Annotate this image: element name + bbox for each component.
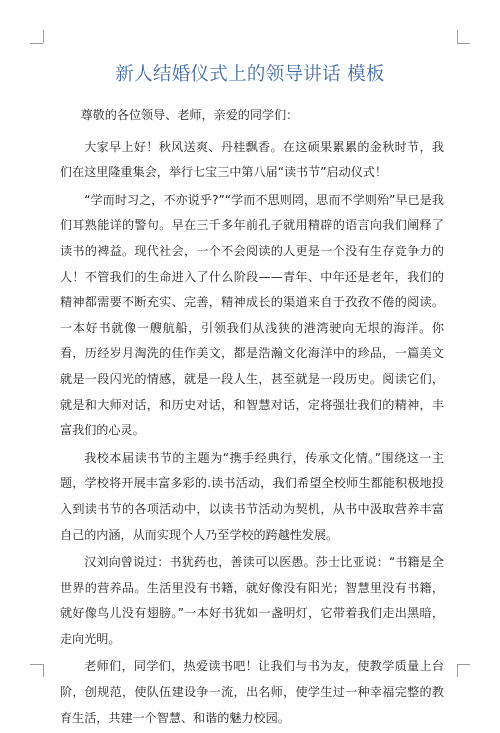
crop-mark-bottom-left-v xyxy=(43,664,44,677)
paragraph-closing: 老师们，同学们，热爱读书吧！让我们与书为友，使教学质量上台阶，创规范，使队伍建设争一流，出名师，使学生过一种幸福完整的教育生活，共建一个智慧、和谐的魅力校园。 xyxy=(60,659,444,725)
crop-mark-top-right-h xyxy=(457,43,470,44)
crop-mark-bottom-right-v xyxy=(457,664,458,677)
paragraph-opening: 大家早上好！秋风送爽、丹桂飘香。在这硕果累累的金秋时节，我们在这里隆重集会，举行七宝三中第八届“读书节”启动仪式！ xyxy=(60,139,444,180)
crop-mark-top-right-v xyxy=(457,30,458,43)
paragraph-festival-theme: 我校本届读书节的主题为“携手经典行，传承文化情。”围绕这一主题，学校将开展丰富多彩的.读书活动，我们希望全校师生都能积极地投入到读书节的各项活动中，以读书节活动为契机，从书中汲取营养丰富自己的内涵，从而实现个人乃至学校的跨越性发展。 xyxy=(60,450,444,542)
document-body xyxy=(60,103,444,733)
crop-mark-top-left-v xyxy=(43,30,44,43)
crop-mark-bottom-left-h xyxy=(30,664,43,665)
crop-mark-bottom-right-h xyxy=(457,664,470,665)
greeting-line: 尊敬的各位领导、老师，亲爱的同学们： xyxy=(80,108,299,122)
crop-mark-top-left-h xyxy=(30,43,43,44)
paragraph-reading-value: “学而时习之，不亦说乎?”“学而不思则罔，思而不学则殆”早已是我们耳熟能详的警句。早在三千多年前孔子就用精辟的语言向我们阐释了读书的裨益。现代社会，一个不会阅读的人更是一个没有生存竞争力的人！不管我们的生命进入了什么阶段——青年、中年还是老年，我们的精神都需要不断充实、完善，精神成长的渠道来自于孜孜不倦的阅读。一本好书就像一艘航船，引领我们从浅狭的港湾驶向无垠的海洋。你看，历经岁月淘洗的佳作美文，都是浩瀚文化海洋中的珍品，一篇美文就是一段闪光的情感，就是一段人生，甚至就是一段历史。阅读它们，就是和大师对话，和历史对话，和智慧对话，定将强壮我们的精神，丰富我们的心灵。 xyxy=(60,192,444,438)
document-title: 新人结婚仪式上的领导讲话 模板 xyxy=(115,64,385,85)
paragraph-quotes: 汉刘向曾说过：书犹药也，善读可以医愚。莎士比亚说：“书籍是全世界的营养品。生活里没有书籍，就好像没有阳光；智慧里没有书籍，就好像鸟儿没有翅膀。”一本好书犹如一盏明灯，它带着我们走出黑暗，走向光明。 xyxy=(60,555,444,646)
